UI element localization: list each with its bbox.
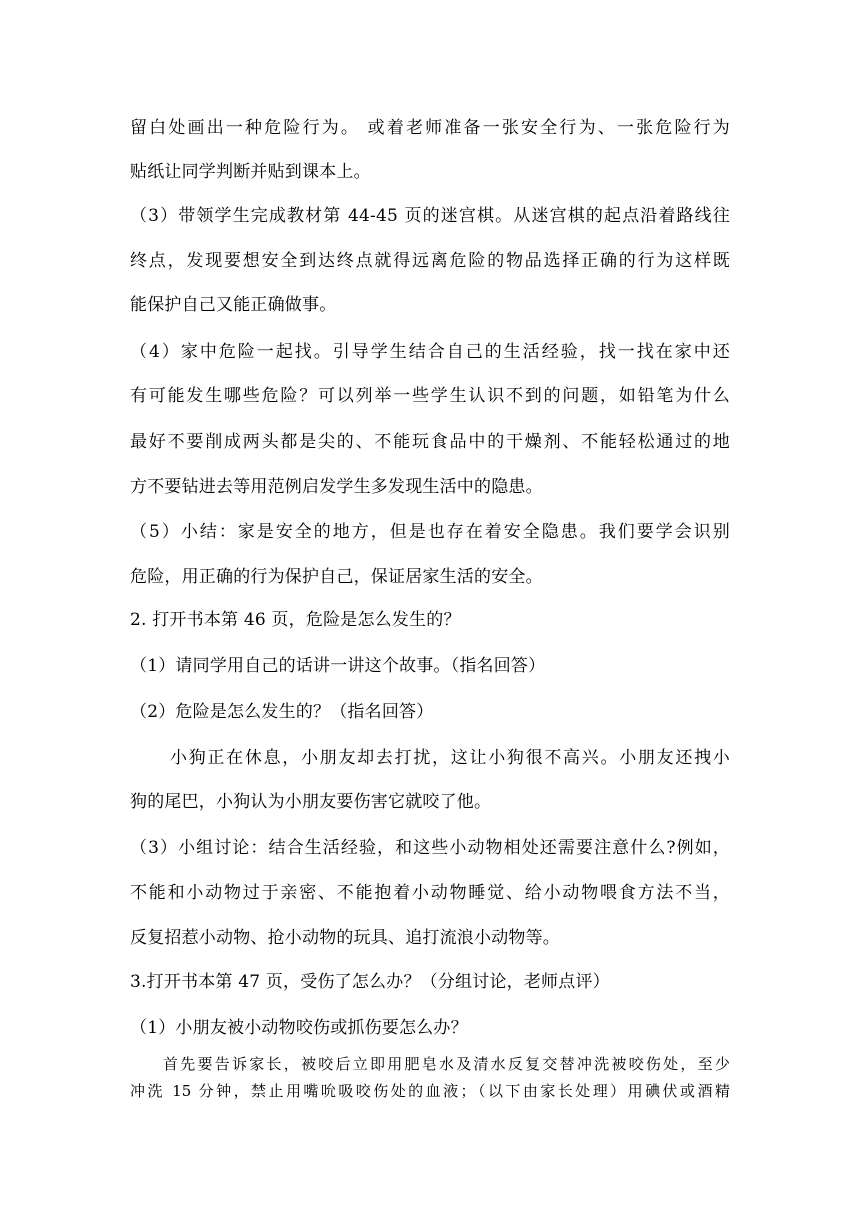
paragraph-line: （1）请同学用自己的话讲一讲这个故事。（指名回答）	[130, 656, 546, 676]
paragraph-line: （3）带领学生完成教材第 44-45 页的迷宫棋。从迷宫棋的起点沿着路线往	[130, 206, 730, 226]
paragraph-line: （3）小组讨论：结合生活经验，和这些小动物相处还需要注意什么?例如，	[130, 838, 730, 858]
paragraph-line: 狗的尾巴，小狗认为小朋友要伤害它就咬了他。	[130, 792, 492, 812]
paragraph-line: 危险，用正确的行为保护自己，保证居家生活的安全。	[130, 567, 543, 587]
paragraph-line: 贴纸让同学判断并贴到课本上。	[130, 162, 371, 182]
paragraph-line: 冲洗 15 分钟，禁止用嘴吮吸咬伤处的血液；（以下由家长处理）用碘伏或酒精	[130, 1082, 730, 1100]
paragraph-line: 有可能发生哪些危险？可以列举一些学生认识不到的问题，如铅笔为什么	[130, 386, 730, 406]
paragraph-line: 方不要钻进去等用范例启发学生多发现生活中的隐患。	[130, 477, 543, 497]
paragraph-line: 能保护自己又能正确做事。	[130, 295, 337, 315]
paragraph-line: 不能和小动物过于亲密、不能抱着小动物睡觉、给小动物喂食方法不当，	[130, 883, 730, 903]
paragraph-line: 小狗正在休息，小朋友却去打扰，这让小狗很不高兴。小朋友还拽小	[170, 748, 730, 768]
section-heading: 3.打开书本第 47 页，受伤了怎么办？（分组讨论，老师点评）	[130, 972, 610, 992]
section-heading: 2. 打开书本第 46 页，危险是怎么发生的？	[130, 610, 461, 630]
paragraph-line: 最好不要削成两头都是尖的、不能玩食品中的干燥剂、不能轻松通过的地	[130, 432, 730, 452]
paragraph-line: 终点，发现要想安全到达终点就得远离危险的物品选择正确的行为这样既	[130, 251, 730, 271]
paragraph-line: 反复招惹小动物、抢小动物的玩具、追打流浪小动物等。	[130, 928, 560, 948]
paragraph-line: （4）家中危险一起找。引导学生结合自己的生活经验，找一找在家中还	[130, 342, 730, 362]
paragraph-line: 首先要告诉家长，被咬后立即用肥皂水及清水反复交替冲洗被咬伤处，至少	[163, 1055, 730, 1073]
paragraph-line: （2）危险是怎么发生的？（指名回答）	[130, 702, 434, 722]
paragraph-line: （1）小朋友被小动物咬伤或抓伤要怎么办？	[130, 1018, 468, 1038]
paragraph-line: 留白处画出一种危险行为。 或着老师准备一张安全行为、一张危险行为	[130, 118, 730, 138]
paragraph-line: （5）小结：家是安全的地方，但是也存在着安全隐患。我们要学会识别	[130, 522, 730, 542]
